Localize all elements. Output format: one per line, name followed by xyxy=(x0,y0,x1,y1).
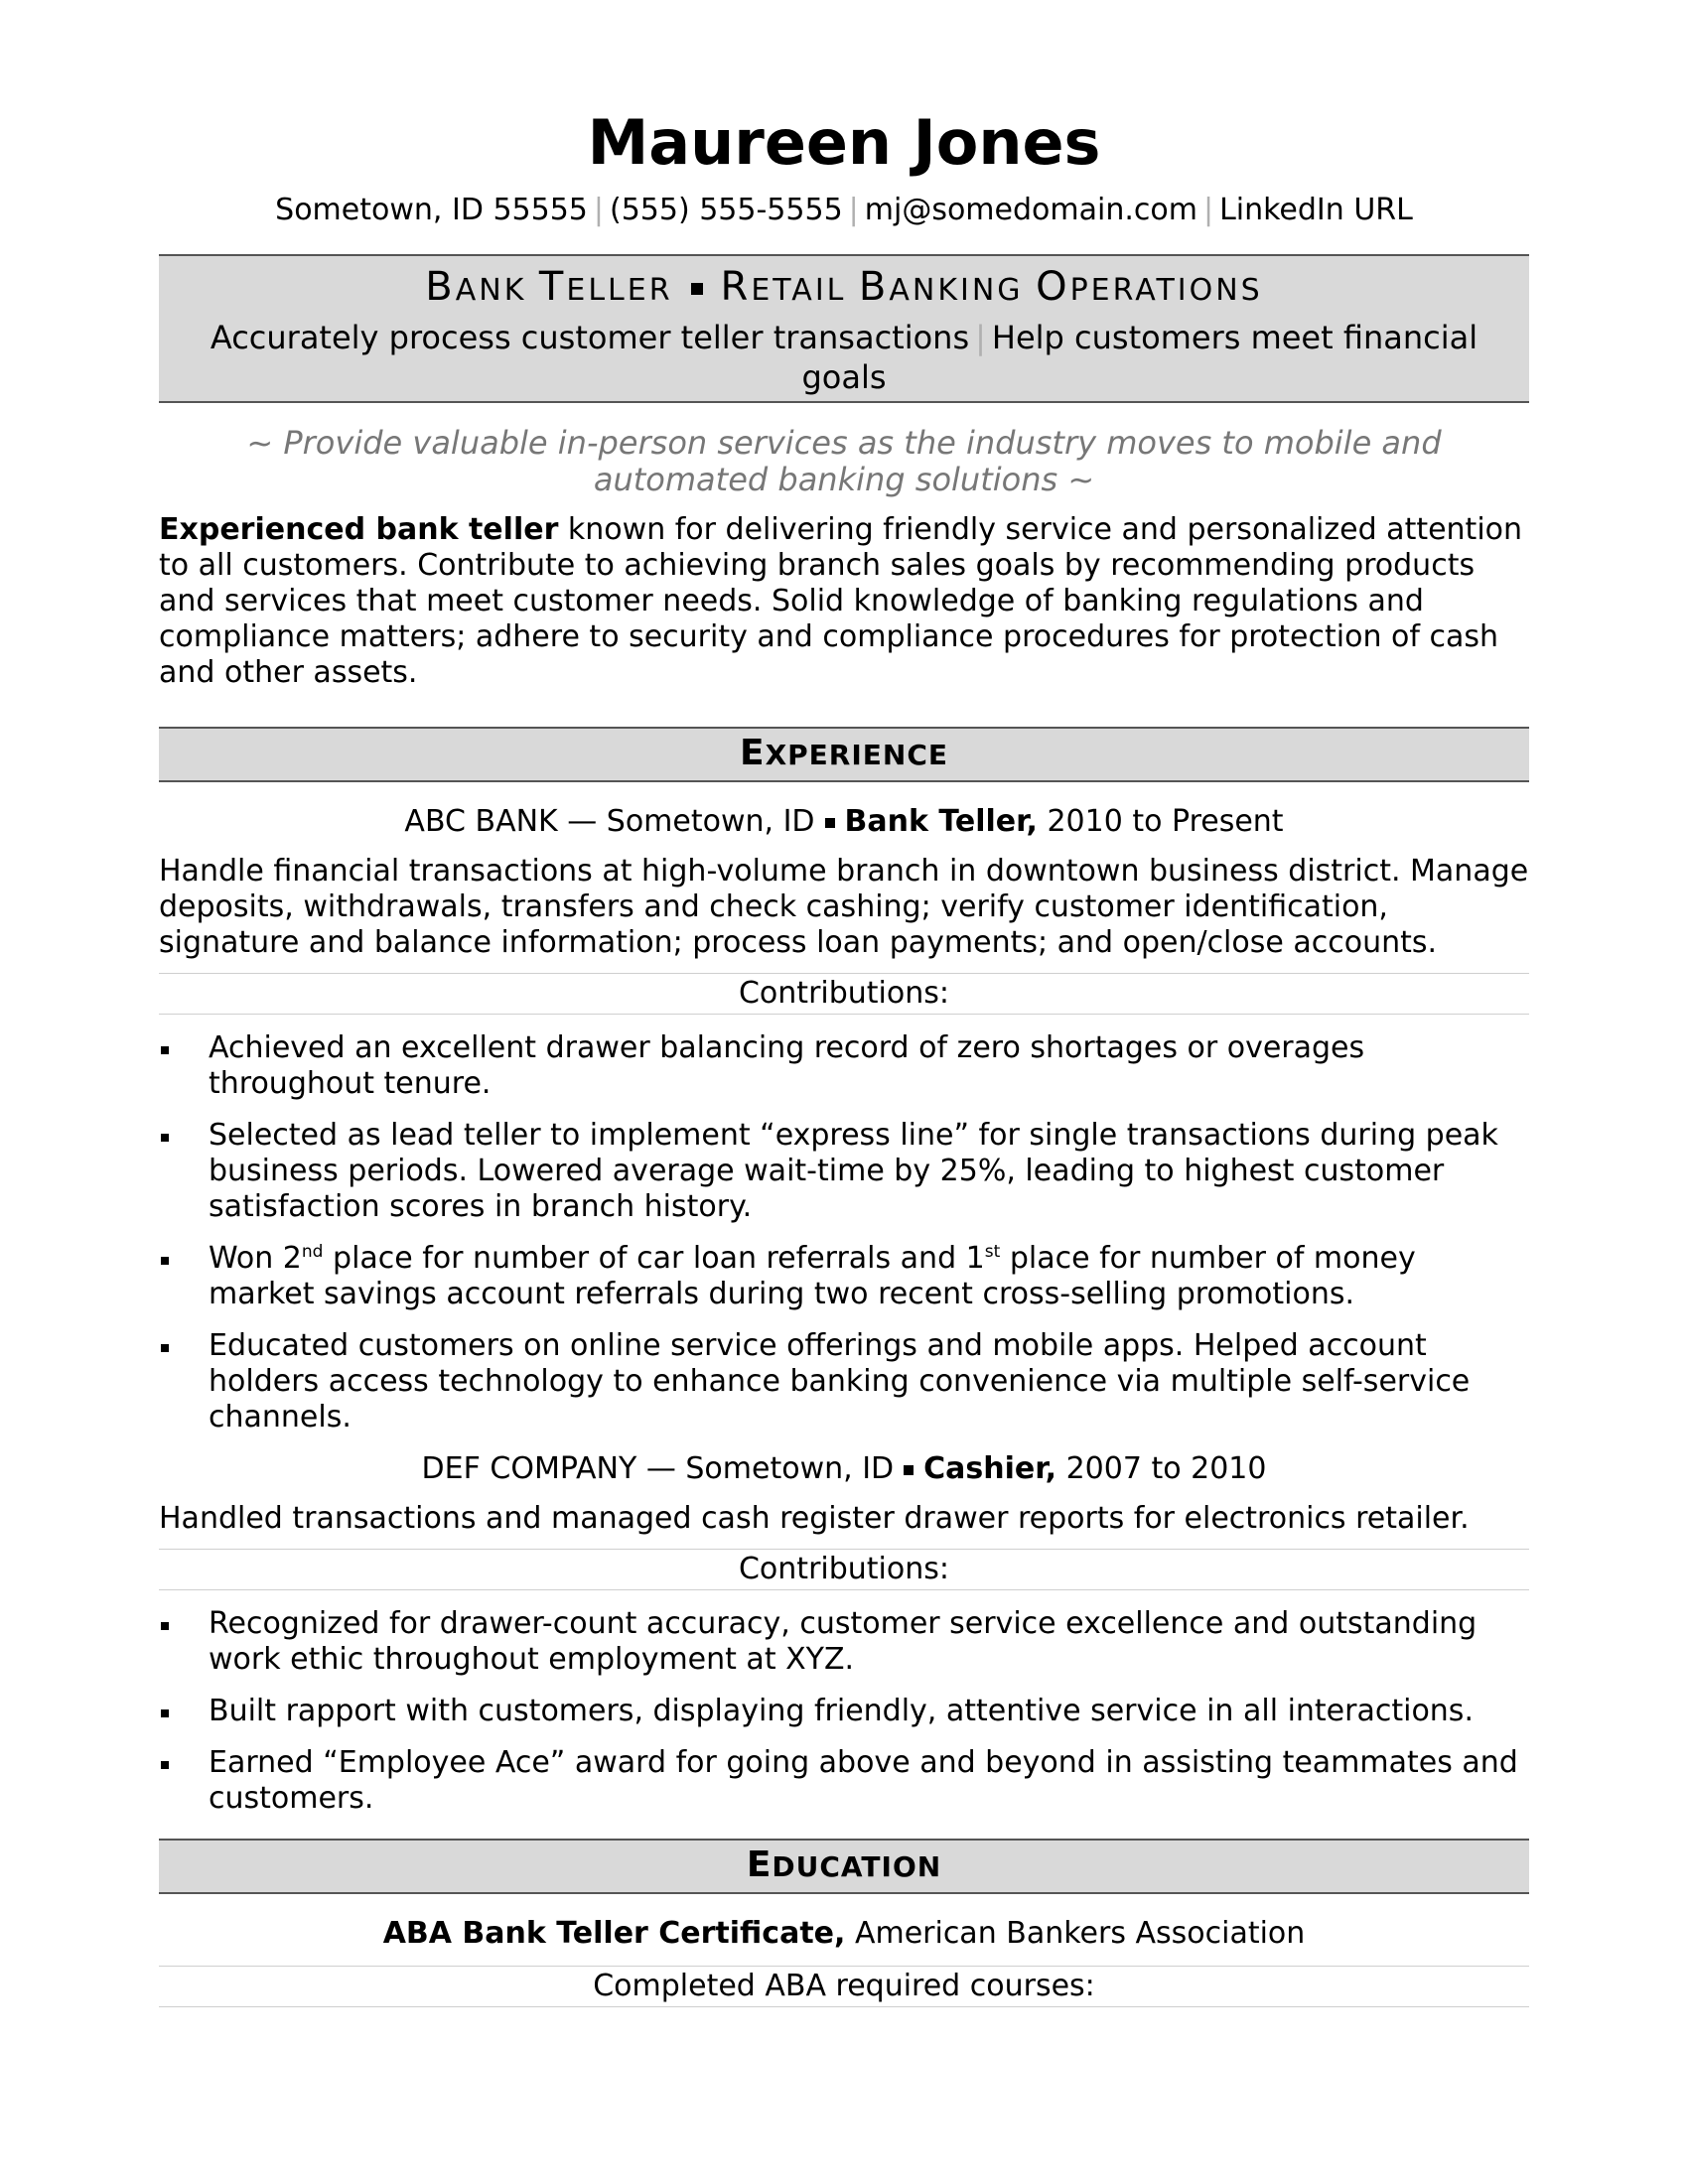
headline-title xyxy=(169,260,1519,318)
section-title-letter: E xyxy=(739,733,766,773)
contact-phone: (555) 555-5555 xyxy=(610,193,843,227)
headline-box xyxy=(159,254,1529,403)
bullet-text: Won 2 xyxy=(209,1241,302,1276)
list-item xyxy=(159,1118,1529,1225)
bullet-text: place for number of money market savings account referrals during two recent cross-selling promotions. xyxy=(209,1241,1416,1311)
contact-separator: | xyxy=(1202,193,1214,227)
job-employer: DEF COMPANY — Sometown, ID xyxy=(421,1451,895,1486)
resume-page xyxy=(159,0,1529,2007)
contact-location: Sometown, ID 55555 xyxy=(275,193,588,227)
section-title-text: DUCATION xyxy=(772,1850,942,1883)
bullet-text: Recognized for drawer-count accuracy, customer service excellence and outstanding work ethic throughout employment at XYZ. xyxy=(209,1606,1477,1677)
bullet-text: place for number of car loan referrals and 1 xyxy=(323,1241,985,1276)
job-dates: 2010 to Present xyxy=(1037,804,1284,839)
square-bullet-icon xyxy=(904,1465,914,1475)
section-title-text: XPERIENCE xyxy=(765,739,949,771)
bullet-icon xyxy=(161,1046,169,1054)
section-title-letter: E xyxy=(746,1844,773,1885)
headline-text: ANK xyxy=(455,273,539,308)
job-description: Handle financial transactions at high-volume branch in downtown business district. Manage deposits, withdrawals, transfers and check cashing; verify customer identification, signature and balance information; process loan payments; and open/close accounts. xyxy=(159,854,1529,960)
bullet-text: Selected as lead teller to implement “express line” for single transactions during peak business periods. Lowered average wait-time by 25%, leading to highest customer satisfaction scores in branch history. xyxy=(209,1118,1498,1224)
headline-text: ANKING xyxy=(889,273,1037,308)
bullet-icon xyxy=(161,1134,169,1142)
candidate-name: Maureen Jones xyxy=(587,106,1101,179)
headline-separator: | xyxy=(975,319,986,356)
bullet-text: Earned “Employee Ace” award for going above and beyond in assisting teammates and customers. xyxy=(209,1745,1518,1816)
contributions-label: Contributions: xyxy=(159,973,1529,1015)
headline-letter: O xyxy=(1036,264,1070,310)
headline-letter: B xyxy=(425,264,456,310)
education-entry xyxy=(159,1914,1529,1954)
contact-line xyxy=(159,191,1529,230)
section-header-education xyxy=(159,1839,1529,1894)
courses-label: Completed ABA required courses: xyxy=(159,1966,1529,2007)
headline-subtitle xyxy=(169,318,1519,397)
list-item xyxy=(159,1328,1529,1435)
section-header-experience xyxy=(159,727,1529,782)
job-role: Cashier, xyxy=(923,1451,1057,1486)
headline-text: PERATIONS xyxy=(1069,273,1263,308)
contributions-label: Contributions: xyxy=(159,1549,1529,1590)
bullet-text: Built rapport with customers, displaying friendly, attentive service in all interactions. xyxy=(209,1694,1474,1728)
summary-paragraph xyxy=(159,512,1529,691)
job-dates: 2007 to 2010 xyxy=(1056,1451,1267,1486)
headline-sub-item: Accurately process customer teller transactions xyxy=(210,319,970,356)
ordinal-suffix: st xyxy=(984,1242,1001,1262)
headline-text: ETAIL xyxy=(751,273,859,308)
contact-email[interactable]: mj@somedomain.com xyxy=(864,193,1197,227)
headline-sub-item: Help customers meet financial goals xyxy=(801,319,1478,396)
job-employer: ABC BANK — Sometown, ID xyxy=(404,804,815,839)
list-item xyxy=(159,1030,1529,1102)
list-item xyxy=(159,1241,1529,1312)
list-item xyxy=(159,1694,1529,1729)
bullet-icon xyxy=(161,1761,169,1769)
job-role: Bank Teller, xyxy=(844,804,1038,839)
bullet-text: Educated customers on online service offerings and mobile apps. Helped account holders access technology to enhance banking convenience via multiple self-service channels. xyxy=(209,1328,1471,1434)
list-item xyxy=(159,1745,1529,1817)
contributions-list xyxy=(159,1606,1529,1817)
summary-text: known for delivering friendly service and personalized attention to all customers. Contribute to achieving branch sales goals by recommending products and services that meet customer needs. Solid knowledge of banking regulations and compliance matters; adhere to security and compliance procedures for protection of cash and other assets. xyxy=(159,512,1523,690)
headline-letter: R xyxy=(720,264,752,310)
list-item xyxy=(159,1606,1529,1678)
job-description: Handled transactions and managed cash register drawer reports for electronics retailer. xyxy=(159,1501,1470,1536)
job-heading xyxy=(159,804,1529,840)
contributions-list xyxy=(159,1030,1529,1435)
headline-letter: B xyxy=(858,264,890,310)
contact-separator: | xyxy=(593,193,605,227)
summary-lead: Experienced bank teller xyxy=(159,512,559,547)
square-bullet-icon xyxy=(825,818,835,828)
education-certificate: ABA Bank Teller Certificate, xyxy=(382,1916,846,1951)
bullet-icon xyxy=(161,1257,169,1265)
contact-separator: | xyxy=(848,193,859,227)
ordinal-suffix: nd xyxy=(301,1242,324,1262)
tagline: ~ Provide valuable in-person services as the industry moves to mobile and automated banking solutions ~ xyxy=(246,424,1442,498)
bullet-icon xyxy=(161,1344,169,1352)
headline-text: ELLER xyxy=(566,273,673,308)
job-heading xyxy=(159,1451,1529,1487)
bullet-icon xyxy=(161,1622,169,1630)
bullet-text: Achieved an excellent drawer balancing record of zero shortages or overages throughout tenure. xyxy=(209,1030,1365,1101)
headline-letter: T xyxy=(538,264,567,310)
bullet-icon xyxy=(161,1709,169,1717)
square-bullet-icon xyxy=(691,283,703,295)
education-institution: American Bankers Association xyxy=(845,1916,1306,1951)
contact-linkedin[interactable]: LinkedIn URL xyxy=(1219,193,1413,227)
